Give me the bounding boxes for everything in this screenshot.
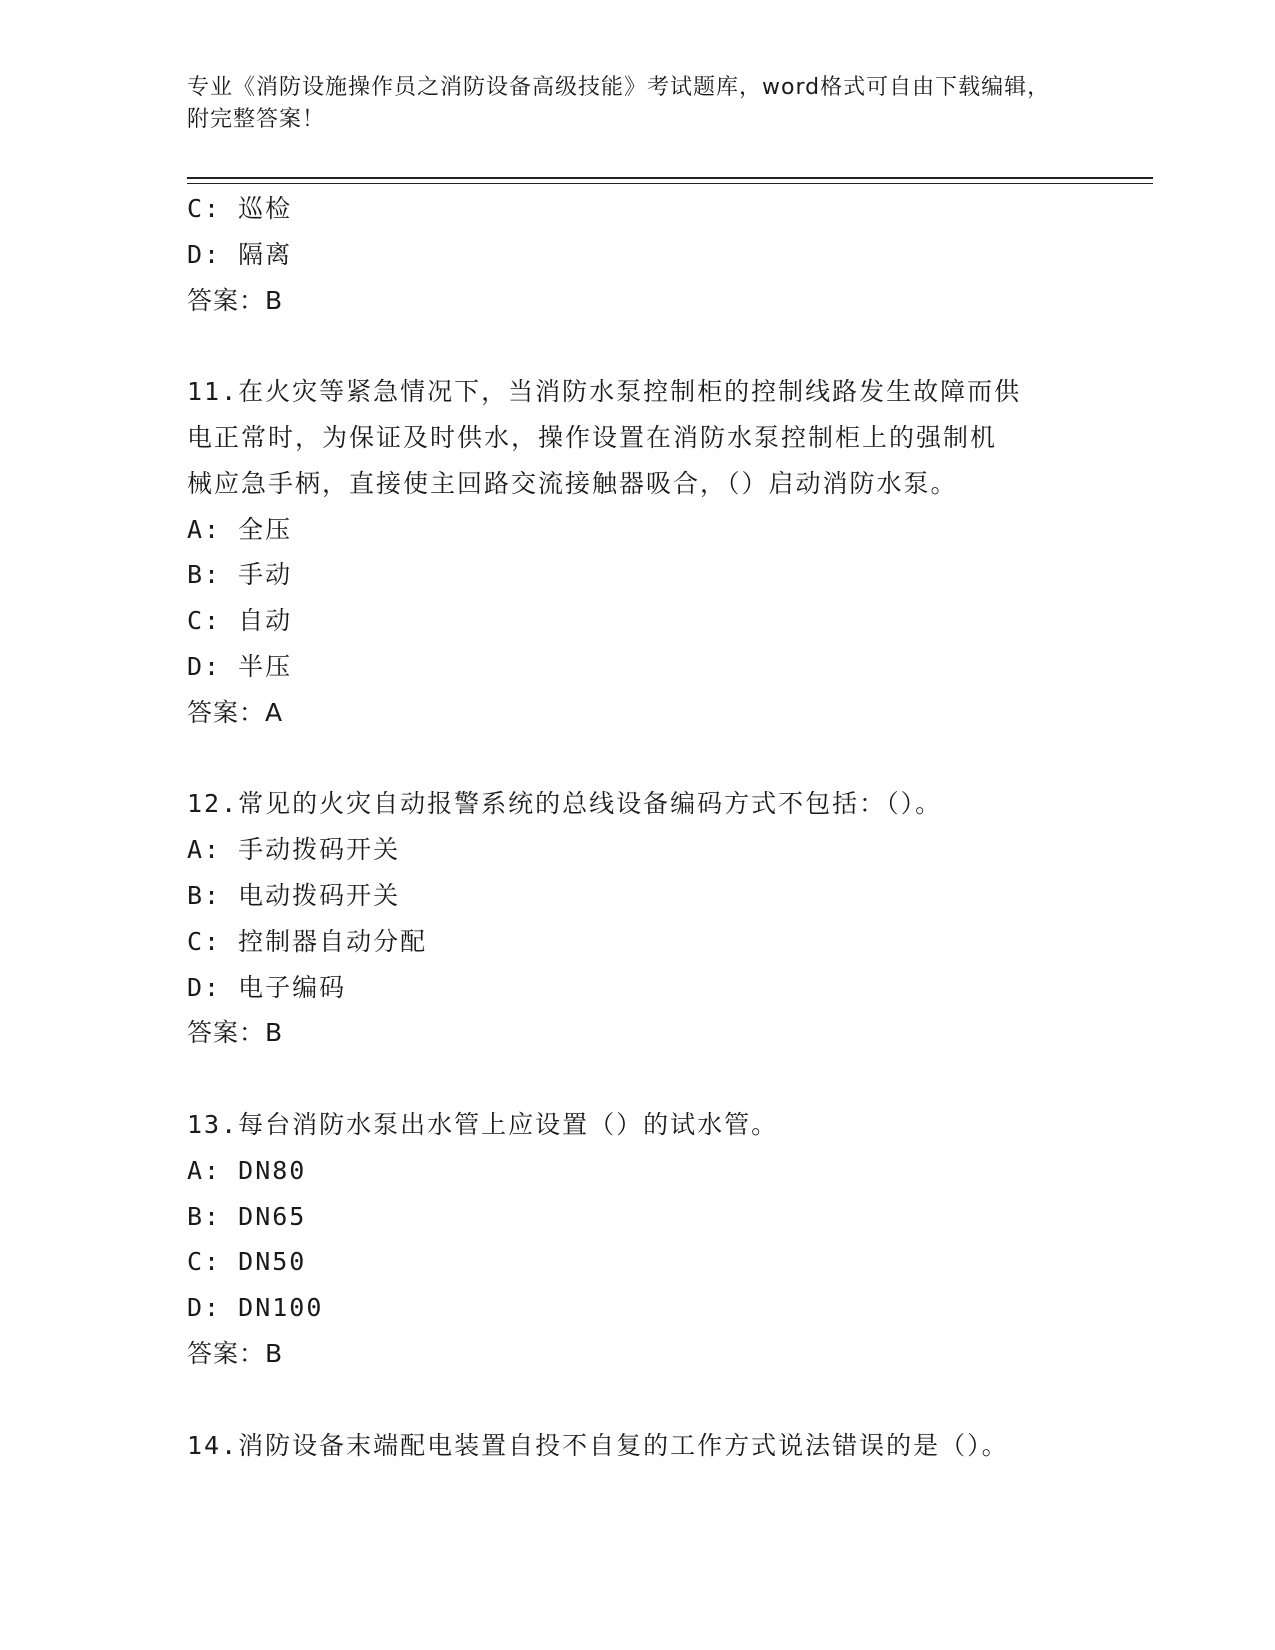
option-d: D: DN100 [187,1293,324,1323]
question-11-line-1: 11.在火灾等紧急情况下，当消防水泵控制柜的控制线路发生故障而供 [187,377,1022,407]
page-header: 专业《消防设施操作员之消防设备高级技能》考试题库，word格式可自由下载编辑，附完整答案！ [187,75,1051,132]
option-a: A: 手动拨码开关 [187,835,401,865]
spacer [187,1377,1087,1423]
spacer [187,323,1087,369]
option-c: C: 自动 [187,606,293,636]
question-11-line-3: 械应急手柄，直接使主回路交流接触器吸合，（）启动消防水泵。 [187,468,958,498]
option-b: B: DN65 [187,1201,307,1231]
spacer [187,1056,1087,1102]
spacer [187,736,1087,782]
answer-line: 答案：B [187,1018,284,1048]
question-14-text: 14.消防设备末端配电装置自投不自复的工作方式说法错误的是（）。 [187,1430,1009,1460]
answer-line: 答案：B [187,1338,284,1368]
option-d: D: 半压 [187,651,293,681]
option-a: A: DN80 [187,1155,307,1185]
option-c: C: DN50 [187,1247,307,1277]
header-rule-thin [187,183,1153,184]
question-12-text: 12.常见的火灾自动报警系统的总线设备编码方式不包括：（）。 [187,789,943,819]
header-rule-thick [187,177,1153,179]
option-d: D: 电子编码 [187,972,347,1002]
option-b: B: 手动 [187,560,293,590]
option-c: C: 巡检 [187,194,293,223]
question-11-line-2: 电正常时，为保证及时供水，操作设置在消防水泵控制柜上的强制机 [187,422,998,452]
question-13-text: 13.每台消防水泵出水管上应设置（）的试水管。 [187,1109,779,1139]
option-c: C: 控制器自动分配 [187,926,428,956]
option-d: D: 隔离 [187,239,293,269]
option-b: B: 电动拨码开关 [187,880,401,910]
question-list [187,186,1087,1468]
answer-line: 答案：A [187,697,284,727]
option-a: A: 全压 [187,514,293,544]
answer-line: 答案：B [187,285,284,315]
